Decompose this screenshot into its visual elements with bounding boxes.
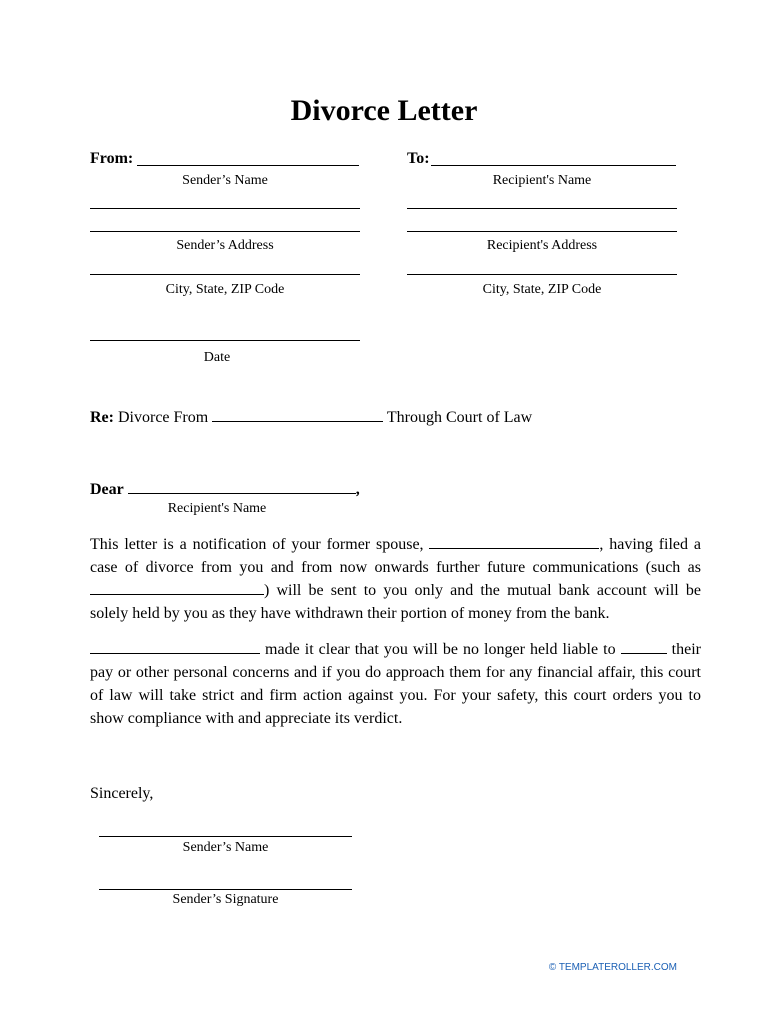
sender-address-line-2[interactable]: [90, 231, 360, 232]
party-name-blank[interactable]: [90, 639, 260, 654]
recipient-address-caption: Recipient's Address: [486, 238, 598, 253]
closing-text: Sincerely,: [90, 785, 154, 802]
recipient-name-caption: Recipient's Name: [492, 173, 592, 188]
greeting: [90, 479, 360, 499]
dear-label: Dear: [90, 481, 124, 498]
sender-name-caption: Sender’s Name: [182, 173, 268, 188]
greeting-name-blank[interactable]: [128, 479, 356, 494]
greeting-comma: ,: [355, 481, 360, 498]
spouse-name-blank[interactable]: [212, 407, 383, 422]
from-label: From:: [90, 150, 134, 167]
recipient-address-line-2[interactable]: [407, 231, 677, 232]
recipient-city-caption: City, State, ZIP Code: [482, 282, 602, 297]
re-suffix: Through Court of Law: [386, 409, 533, 426]
sender-city-line[interactable]: [90, 274, 360, 275]
p2-text-b: their pay or other personal concerns and if you do approach them for any financial affair, this court of law will take strict and firm action against you. For your safety, this court orders you to show compliance with and appreciate its verdict.: [90, 641, 701, 727]
recipient-address-line-1[interactable]: [407, 208, 677, 209]
communications-blank[interactable]: [90, 580, 264, 595]
re-line: [90, 407, 532, 427]
p1-text-c: ) will be sent to you only and the mutual bank account will be solely held by you as they have withdrawn their portion of money from the bank.: [90, 582, 701, 622]
closing-name-line[interactable]: [99, 836, 352, 837]
sender-address-caption: Sender’s Address: [176, 238, 274, 253]
re-prefix: Divorce From: [117, 409, 209, 426]
sender-city-caption: City, State, ZIP Code: [165, 282, 285, 297]
p2-text-a: made it clear that you will be no longer held liable to: [265, 641, 616, 658]
body-paragraph-2: [90, 638, 701, 730]
signature-line[interactable]: [99, 889, 352, 890]
footer-link[interactable]: © TEMPLATEROLLER.COM: [548, 962, 677, 973]
signature-caption: Sender’s Signature: [172, 892, 279, 907]
sender-address-line-1[interactable]: [90, 208, 360, 209]
closing-name-caption: Sender’s Name: [182, 840, 269, 855]
greeting-caption: Recipient's Name: [167, 501, 267, 516]
to-label: To:: [407, 150, 430, 167]
former-spouse-blank[interactable]: [429, 534, 599, 549]
p1-text-a: This letter is a notification of your former spouse,: [90, 536, 424, 553]
document-title: Divorce Letter: [290, 94, 478, 127]
sender-name-line[interactable]: [137, 165, 359, 166]
liability-blank[interactable]: [621, 639, 667, 654]
date-caption: Date: [203, 350, 231, 365]
recipient-name-line[interactable]: [431, 165, 676, 166]
date-line[interactable]: [90, 340, 360, 341]
body-paragraph-1: [90, 533, 701, 625]
recipient-city-line[interactable]: [407, 274, 677, 275]
p1-text-b: , having filed a case of divorce from you and from now onwards further future communications (such as: [90, 536, 702, 576]
re-label: Re:: [90, 409, 114, 426]
